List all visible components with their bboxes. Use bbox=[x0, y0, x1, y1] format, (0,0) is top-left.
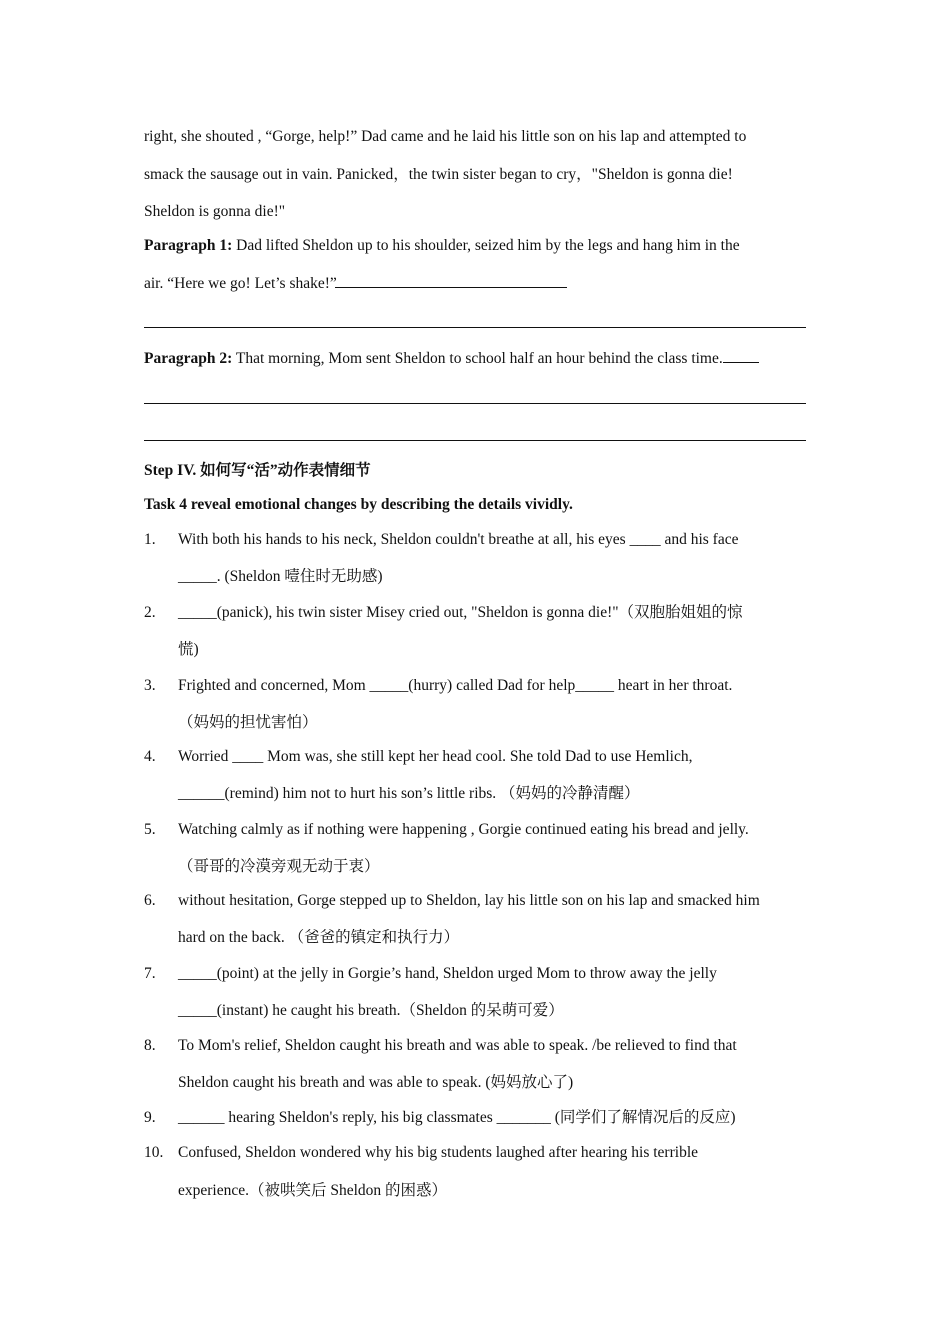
paragraph-1 bbox=[144, 236, 740, 256]
item-number: 9. bbox=[144, 1109, 156, 1126]
item-line-1: ______ hearing Sheldon's reply, his big classmates _______ (同学们了解情况后的反应) bbox=[178, 1109, 736, 1126]
paragraph-1-line-2 bbox=[144, 273, 567, 294]
writing-line[interactable] bbox=[144, 440, 806, 441]
item-line-2: 慌) bbox=[178, 641, 199, 658]
item-line-1: Worried ____ Mom was, she still kept her head cool. She told Dad to use Hemlich, bbox=[178, 748, 693, 765]
item-number: 4. bbox=[144, 748, 156, 765]
item-line-1: _____(point) at the jelly in Gorgie’s hand, Sheldon urged Mom to throw away the jelly bbox=[178, 965, 717, 982]
story-line-1: right, she shouted , “Gorge, help!” Dad came and he laid his little son on his lap and attempted to bbox=[144, 128, 747, 145]
step-title: Step IV. 如何写“活”动作表情细节 bbox=[144, 462, 371, 479]
item-number: 3. bbox=[144, 677, 156, 694]
paragraph-2-label: Paragraph 2: bbox=[144, 350, 233, 367]
item-line-2: Sheldon caught his breath and was able to speak. (妈妈放心了) bbox=[178, 1074, 574, 1091]
item-line-2: experience.（被哄笑后 Sheldon 的困惑） bbox=[178, 1182, 448, 1199]
item-line-1: without hesitation, Gorge stepped up to Sheldon, lay his little son on his lap and smacked him bbox=[178, 892, 760, 909]
paragraph-1-line-2-text: air. “Here we go! Let’s shake!” bbox=[144, 275, 337, 292]
item-line-1: To Mom's relief, Sheldon caught his breath and was able to speak. /be relieved to find that bbox=[178, 1037, 737, 1054]
item-number: 6. bbox=[144, 892, 156, 909]
story-line-3: Sheldon is gonna die!" bbox=[144, 203, 286, 220]
item-line-1: Frighted and concerned, Mom _____(hurry) called Dad for help_____ heart in her throat. bbox=[178, 677, 733, 694]
paragraph-1-text: Dad lifted Sheldon up to his shoulder, seized him by the legs and hang him in the bbox=[232, 237, 740, 254]
paragraph-2-text: That morning, Mom sent Sheldon to school half an hour behind the class time. bbox=[232, 350, 723, 367]
item-line-1: With both his hands to his neck, Sheldon couldn't breathe at all, his eyes ____ and his face bbox=[178, 531, 739, 548]
item-line-1: Watching calmly as if nothing were happening , Gorgie continued eating his bread and jelly. bbox=[178, 821, 749, 838]
item-number: 8. bbox=[144, 1037, 156, 1054]
writing-line[interactable] bbox=[144, 403, 806, 404]
item-line-1: Confused, Sheldon wondered why his big students laughed after hearing his terrible bbox=[178, 1144, 698, 1161]
item-line-2: （妈妈的担忧害怕） bbox=[178, 714, 318, 731]
story-line-2: smack the sausage out in vain. Panicked，the twin sister began to cry，"Sheldon is gonna die! bbox=[144, 166, 733, 183]
item-line-2: hard on the back. （爸爸的镇定和执行力） bbox=[178, 929, 460, 946]
item-line-1: _____(panick), his twin sister Misey cried out, "Sheldon is gonna die!"（双胞胎姐姐的惊 bbox=[178, 604, 743, 621]
task-title: Task 4 reveal emotional changes by describing the details vividly. bbox=[144, 496, 573, 513]
writing-line[interactable] bbox=[144, 327, 806, 328]
item-number: 7. bbox=[144, 965, 156, 982]
item-line-2: ______(remind) him not to hurt his son’s little ribs. （妈妈的冷静清醒） bbox=[178, 785, 640, 802]
writing-blank[interactable] bbox=[723, 348, 759, 363]
item-number: 2. bbox=[144, 604, 156, 621]
item-number: 10. bbox=[144, 1144, 164, 1161]
item-line-2: _____. (Sheldon 噎住时无助感) bbox=[178, 568, 383, 585]
item-number: 1. bbox=[144, 531, 156, 548]
item-number: 5. bbox=[144, 821, 156, 838]
paragraph-2 bbox=[144, 348, 759, 369]
writing-blank[interactable] bbox=[335, 273, 567, 288]
paragraph-1-label: Paragraph 1: bbox=[144, 237, 233, 254]
item-line-2: _____(instant) he caught his breath.（Sheldon 的呆萌可爱） bbox=[178, 1002, 564, 1019]
item-line-2: （哥哥的冷漠旁观无动于衷） bbox=[178, 858, 380, 875]
